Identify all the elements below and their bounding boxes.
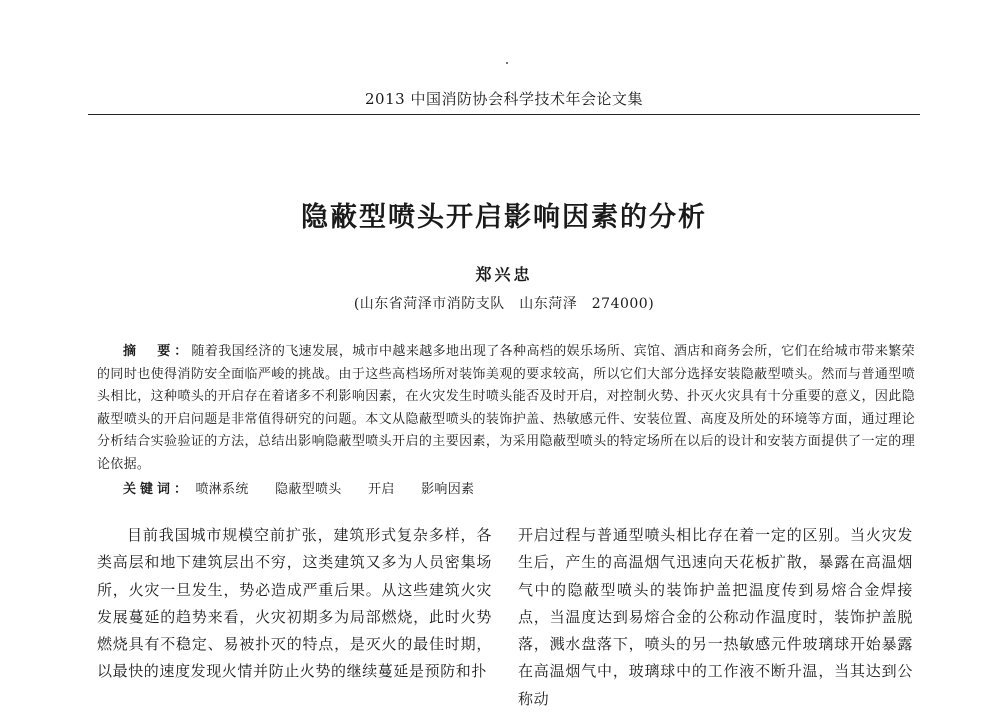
header-rule bbox=[88, 114, 920, 115]
author-name: 郑兴忠 bbox=[475, 265, 533, 284]
running-header: 2013 中国消防协会科学技术年会论文集 bbox=[365, 90, 643, 108]
keyword: 开启 bbox=[368, 482, 395, 497]
abstract bbox=[97, 341, 915, 477]
body-right-column: 开启过程与普通型喷头相比存在着一定的区别。当火灾发生后，产生的高温烟气迅速向天花板扩散，暴露在高温烟气中的隐蔽型喷头的装饰护盖把温度传到易熔合金焊接点，当温度达到易熔合金的公称动作温度时，装饰护盖脱落，溅水盘落下，喷头的另一热敏感元件玻璃球开始暴露在高温烟气中，玻璃球中的工作液不断升温，当其达到公称动 bbox=[518, 526, 913, 708]
abstract-label: 摘 要： bbox=[123, 344, 192, 359]
keywords-label: 关键词： bbox=[123, 482, 192, 497]
author-affiliation: (山东省菏泽市消防支队 山东菏泽 274000) bbox=[353, 296, 655, 312]
abstract-text: 随着我国经济的飞速发展，城市中越来越多地出现了各种高档的娱乐场所、宾馆、酒店和商务会所，它们在给城市带来繁荣的同时也使得消防安全面临严峻的挑战。由于这些高档场所对装饰美观的要求较高，所以它们大部分选择安装隐蔽型喷头。然而与普通型喷头相比，这种喷头的开启存在着诸多不利影响因素，在火灾发生时喷头能否及时开启，对控制火势、扑灭火灾具有十分重要的意义，因此隐蔽型喷头的开启问题是非常值得研究的问题。本文从隐蔽型喷头的装饰护盖、热敏感元件、安装位置、高度及所处的环境等方面，通过理论分析结合实验验证的方法，总结出影响隐蔽型喷头开启的主要因素，为采用隐蔽型喷头的特定场所在以后的设计和安装方面提供了一定的理论依据。 bbox=[97, 344, 915, 472]
keyword: 影响因素 bbox=[421, 482, 475, 497]
keyword: 喷淋系统 bbox=[195, 482, 249, 497]
keyword: 隐蔽型喷头 bbox=[275, 482, 342, 497]
keywords bbox=[123, 479, 913, 501]
body-left-column: 目前我国城市规模空前扩张，建筑形式复杂多样，各类高层和地下建筑层出不穷，这类建筑又多为人员密集场所，火灾一旦发生，势必造成严重后果。从这些建筑火灾发展蔓延的趋势来看，火灾初期多为局部燃烧，此时火势燃烧具有不稳定、易被扑灭的特点，是灭火的最佳时期，以最快的速度发现火情并防止火势的继续蔓延是预防和扑 bbox=[97, 526, 492, 681]
scan-speck bbox=[506, 62, 508, 64]
paper-title: 隐蔽型喷头开启影响因素的分析 bbox=[301, 202, 707, 233]
